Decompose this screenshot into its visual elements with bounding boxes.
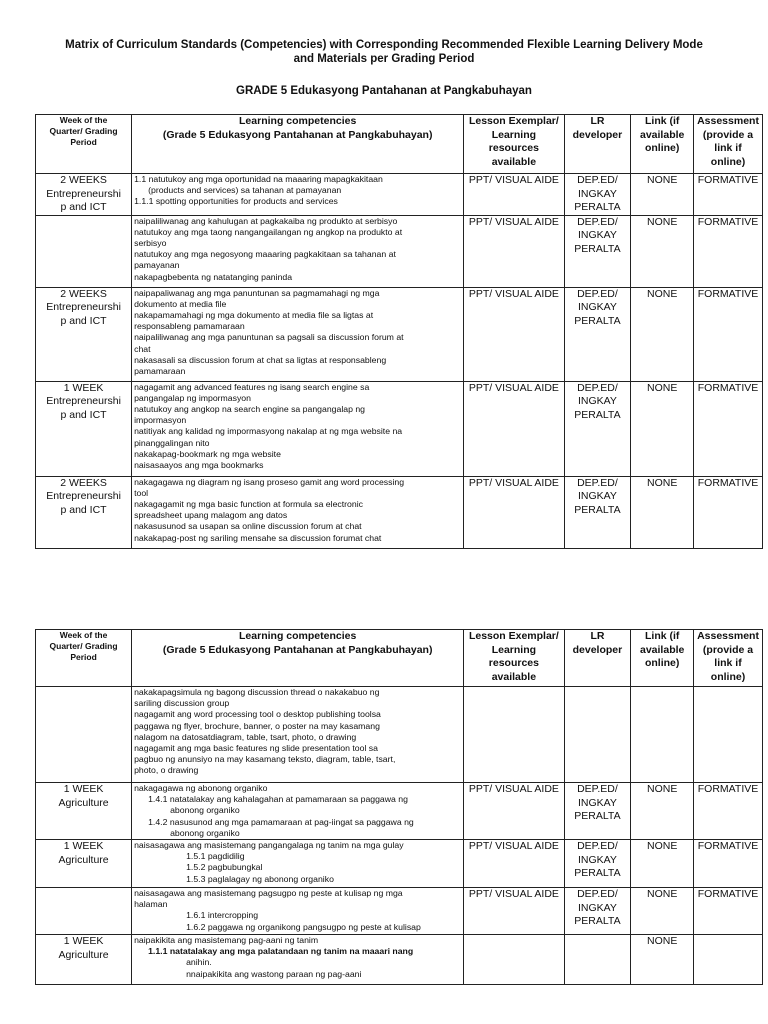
competency-line: nakasasali sa discussion forum at chat sa ligtas at responsableng xyxy=(134,354,387,365)
competency-line: 1.5.3 paglalagay ng abonong organiko xyxy=(186,873,334,884)
competency-line: spreadsheet upang malagom ang datos xyxy=(134,510,288,521)
competency-line: 1.1 natutukoy ang mga oportunidad na maaaring mapagkakitaan xyxy=(134,174,383,184)
header-label-line: developer xyxy=(572,128,623,141)
link-cell xyxy=(631,687,694,783)
header-label-line: LR xyxy=(590,115,605,127)
header-label-line: Quarter/ Grading xyxy=(49,641,118,651)
week-cell xyxy=(36,287,132,381)
week-cell xyxy=(36,215,132,287)
assessment-text: FORMATIVE xyxy=(697,215,759,228)
exemplar-text: PPT/ VISUAL AIDE xyxy=(468,287,559,300)
week-text: 1 WEEK xyxy=(63,381,104,394)
header-label-line: Link (if xyxy=(644,630,680,642)
exemplar-cell xyxy=(464,476,564,548)
exemplar-text: PPT/ VISUAL AIDE xyxy=(468,888,559,901)
link-text: NONE xyxy=(647,381,678,394)
competency-line: tool xyxy=(134,487,149,498)
week-cell xyxy=(36,783,132,840)
header-label-line: resources xyxy=(488,142,539,154)
week-cell xyxy=(36,888,132,935)
week-column-header xyxy=(36,115,132,174)
document-title-line2: and Materials per Grading Period xyxy=(293,53,475,65)
competency-line: chat xyxy=(134,343,151,354)
lr-developer-cell xyxy=(564,888,631,935)
competency-line: naisasagawa ang masistemang pangangalaga ng tanim na mga gulay xyxy=(134,840,404,851)
competency-line: pamamaraan xyxy=(134,365,186,376)
lr-developer-text: INGKAY xyxy=(577,490,617,502)
lr-developer-column-header xyxy=(564,630,631,687)
competency-line: abonong organiko xyxy=(170,827,240,838)
table-row xyxy=(36,840,763,888)
header-label-line: Quarter/ Grading xyxy=(49,126,118,136)
lr-developer-text: INGKAY xyxy=(577,901,617,914)
exemplar-text: PPT/ VISUAL AIDE xyxy=(468,215,559,228)
exemplar-cell xyxy=(464,840,564,888)
competency-line: naisasaayos ang mga bookmarks xyxy=(134,459,264,470)
subject-title: GRADE 5 Edukasyong Pantahanan at Pangkabuhayan xyxy=(236,85,532,97)
header-label-line: Week of the xyxy=(59,115,108,125)
assessment-column-header xyxy=(694,115,763,174)
week-text: Entrepreneurshi xyxy=(46,187,121,200)
week-cell xyxy=(36,935,132,985)
competencies-cell xyxy=(132,840,464,888)
header-label-line: developer xyxy=(572,643,623,656)
competency-line: 1.5.2 pagbubungkal xyxy=(186,862,263,873)
header-label-line: Learning competencies xyxy=(239,630,357,642)
lr-developer-text: PERALTA xyxy=(574,915,621,928)
assessment-text: FORMATIVE xyxy=(697,476,759,489)
table-row xyxy=(36,687,763,783)
table-row xyxy=(36,935,763,985)
week-text: Entrepreneurshi xyxy=(46,301,121,313)
competency-line: abonong organiko xyxy=(170,805,240,816)
assessment-text: FORMATIVE xyxy=(697,888,759,901)
lr-developer-cell xyxy=(564,476,631,548)
exemplar-text: PPT/ VISUAL AIDE xyxy=(468,783,559,795)
week-text: 2 WEEKS xyxy=(60,174,107,186)
lr-developer-text: PERALTA xyxy=(574,408,621,421)
lr-developer-text: DEP.ED/ xyxy=(577,381,618,394)
competency-line: nakasusunod sa usapan sa online discussion forum at chat xyxy=(134,521,362,532)
competency-line: 1.5.1 pagdidilig xyxy=(186,851,245,862)
competencies-cell xyxy=(132,888,464,935)
link-column-header xyxy=(631,630,694,687)
header-label-line: link if xyxy=(714,142,742,154)
lr-developer-cell xyxy=(564,174,631,216)
competency-line: nakagagawa ng diagram ng isang proseso gamit ang word processing xyxy=(134,476,405,487)
assessment-column-header xyxy=(694,630,763,687)
competency-line: natutukoy ang angkop na search engine sa pangangalap ng xyxy=(134,403,365,414)
lr-developer-text: DEP.ED/ xyxy=(577,840,618,853)
header-label-line: online) xyxy=(644,657,680,669)
competency-line: nnaipakikita ang wastong paraan ng pag-aani xyxy=(186,968,362,979)
exemplar-cell xyxy=(464,174,564,216)
lr-developer-cell xyxy=(564,287,631,381)
lr-developer-cell xyxy=(564,381,631,476)
table-body xyxy=(36,174,763,549)
lr-developer-text: PERALTA xyxy=(574,867,621,880)
week-text: 1 WEEK xyxy=(63,935,104,948)
week-cell xyxy=(36,476,132,548)
competency-matrix-table-1 xyxy=(35,114,763,549)
exemplar-column-header xyxy=(464,115,564,174)
competency-line: nakakapag-post ng sariling mensahe sa discussion forumat chat xyxy=(134,532,382,543)
lr-developer-text: INGKAY xyxy=(577,187,617,200)
link-cell xyxy=(631,287,694,381)
exemplar-text: PPT/ VISUAL AIDE xyxy=(468,476,559,489)
link-text: NONE xyxy=(647,888,678,901)
lr-developer-text: INGKAY xyxy=(577,301,617,313)
week-text: 2 WEEKS xyxy=(60,476,107,489)
assessment-cell xyxy=(694,783,763,840)
exemplar-text: PPT/ VISUAL AIDE xyxy=(468,840,559,853)
assessment-text: FORMATIVE xyxy=(697,174,759,186)
competencies-cell xyxy=(132,381,464,476)
table-header-row xyxy=(36,630,763,687)
competencies-column-header xyxy=(132,630,464,687)
week-cell xyxy=(36,174,132,216)
table-row xyxy=(36,287,763,381)
table-row xyxy=(36,174,763,216)
exemplar-text: PPT/ VISUAL AIDE xyxy=(468,381,559,394)
competency-line: nagagamit ang advanced features ng isang search engine sa xyxy=(134,381,370,392)
exemplar-cell xyxy=(464,935,564,985)
competency-line: sariling discussion group xyxy=(134,698,230,709)
competency-line: nakapagbebenta ng natatanging paninda xyxy=(134,271,293,282)
header-label-line: Learning xyxy=(491,128,537,141)
lr-developer-cell xyxy=(564,935,631,985)
competencies-cell xyxy=(132,687,464,783)
assessment-cell xyxy=(694,381,763,476)
competency-line: nakapamamahagi ng mga dokumento at media file sa ligtas at xyxy=(134,309,374,320)
table-row xyxy=(36,215,763,287)
lr-developer-text: INGKAY xyxy=(577,853,617,866)
lr-developer-text: PERALTA xyxy=(574,201,621,213)
link-cell xyxy=(631,174,694,216)
header-label-line: Week of the xyxy=(59,630,108,640)
lr-developer-text: PERALTA xyxy=(574,503,621,516)
exemplar-cell xyxy=(464,381,564,476)
week-text: 2 WEEKS xyxy=(60,287,107,300)
competency-line: pangangalap ng impormasyon xyxy=(134,392,251,403)
header-label-line: (provide a xyxy=(702,643,754,656)
link-text: NONE xyxy=(647,174,678,186)
header-label-line: (provide a xyxy=(702,128,754,141)
week-text: p and ICT xyxy=(60,201,107,213)
competency-line: 1.4.1 natatalakay ang kahalagahan at pamamaraan sa paggawa ng xyxy=(148,794,408,805)
lr-developer-cell xyxy=(564,687,631,783)
competency-line: pamayanan xyxy=(134,260,180,271)
week-text: p and ICT xyxy=(60,408,107,421)
competency-line: nakagagawa ng abonong organiko xyxy=(134,783,268,793)
header-label-line: Period xyxy=(70,137,97,147)
link-text: NONE xyxy=(647,215,678,228)
competencies-cell xyxy=(132,783,464,840)
competency-line: paggawa ng flyer, brochure, banner, o poster na may kasamang xyxy=(134,720,380,731)
assessment-cell xyxy=(694,287,763,381)
header-label-line: Period xyxy=(70,652,97,662)
link-cell xyxy=(631,783,694,840)
competency-line: nagagamit ang mga basic features ng slide presentation tool sa xyxy=(134,743,378,754)
header-label-line: Lesson Exemplar/ xyxy=(468,115,559,127)
exemplar-text: PPT/ VISUAL AIDE xyxy=(468,174,559,186)
header-label-line: Assessment xyxy=(697,630,759,642)
competency-matrix-table-2 xyxy=(35,629,763,985)
competency-line: responsableng pamamaraan xyxy=(134,321,245,332)
week-text: p and ICT xyxy=(60,314,107,327)
week-cell xyxy=(36,687,132,783)
exemplar-cell xyxy=(464,687,564,783)
header-label-line: online) xyxy=(644,142,680,154)
competencies-cell xyxy=(132,476,464,548)
header-label-line: LR xyxy=(590,630,605,642)
competency-line: 1.6.1 intercropping xyxy=(186,910,259,921)
table-row xyxy=(36,381,763,476)
competency-line: nakakapagsimula ng bagong discussion thread o nakakabuo ng xyxy=(134,687,380,697)
header-label-line: Link (if xyxy=(644,115,680,127)
header-label-line: Assessment xyxy=(697,115,759,127)
link-text: NONE xyxy=(647,287,678,300)
competencies-cell xyxy=(132,287,464,381)
header-label-line: (Grade 5 Edukasyong Pantahanan at Pangkabuhayan) xyxy=(162,643,433,656)
week-text: 1 WEEK xyxy=(63,840,104,853)
assessment-cell xyxy=(694,888,763,935)
assessment-text: FORMATIVE xyxy=(697,381,759,394)
competency-line: naipaliliwanag ang kahulugan at pagkakaiba ng produkto at serbisyo xyxy=(134,215,398,226)
header-label-line: available xyxy=(491,670,537,683)
competency-line: 1.4.2 nasusunod ang mga pamamaraan at pag-iingat sa paggawa ng xyxy=(148,816,414,827)
assessment-cell xyxy=(694,174,763,216)
assessment-cell xyxy=(694,476,763,548)
lr-developer-cell xyxy=(564,840,631,888)
competency-line: nagagamit ang word processing tool o desktop publishing toolsa xyxy=(134,709,381,720)
assessment-cell xyxy=(694,840,763,888)
header-label-line: resources xyxy=(488,657,539,669)
week-column-header xyxy=(36,630,132,687)
header-label-line: Lesson Exemplar/ xyxy=(468,630,559,642)
header-label-line: online) xyxy=(710,670,746,683)
document-title-line1: Matrix of Curriculum Standards (Competencies) with Corresponding Recommended Flexible Learning Delivery Mode xyxy=(65,39,703,51)
header-label-line: available xyxy=(640,128,685,141)
header-label-line: (Grade 5 Edukasyong Pantahanan at Pangkabuhayan) xyxy=(162,128,433,141)
lr-developer-text: DEP.ED/ xyxy=(577,215,618,228)
lr-developer-text: INGKAY xyxy=(577,229,617,241)
exemplar-column-header xyxy=(464,630,564,687)
table-row xyxy=(36,888,763,935)
lr-developer-text: PERALTA xyxy=(574,242,621,255)
competency-line: nalagom na datosatdiagram, table, tsart, photo, o drawing xyxy=(134,731,357,742)
competency-line: photo, o drawing xyxy=(134,765,199,776)
link-text: NONE xyxy=(647,783,678,795)
competencies-cell xyxy=(132,174,464,216)
competency-line: dokumento at media file xyxy=(134,298,227,309)
competency-line: natitiyak ang kalidad ng impormasyong nakalap at ng mga website na xyxy=(134,426,403,437)
week-text: Entrepreneurshi xyxy=(46,395,121,407)
week-text: p and ICT xyxy=(60,503,107,516)
week-text: 1 WEEK xyxy=(63,783,104,795)
exemplar-cell xyxy=(464,888,564,935)
competency-line: naisasagawa ang masistemang pagsugpo ng peste at kulisap ng mga xyxy=(134,888,403,899)
table-body xyxy=(36,687,763,985)
header-label-line: online) xyxy=(710,155,746,168)
link-cell xyxy=(631,888,694,935)
assessment-text: FORMATIVE xyxy=(697,840,759,853)
lr-developer-text: DEP.ED/ xyxy=(577,174,618,186)
header-label-line: available xyxy=(640,643,685,656)
competency-line: anihin. xyxy=(186,957,212,968)
assessment-cell xyxy=(694,935,763,985)
link-cell xyxy=(631,381,694,476)
assessment-cell xyxy=(694,687,763,783)
lr-developer-text: INGKAY xyxy=(577,395,617,407)
link-text: NONE xyxy=(647,476,678,489)
week-cell xyxy=(36,840,132,888)
competency-line: 1.1.1 spotting opportunities for products and services xyxy=(134,196,338,207)
competency-line: 1.1.1 natatalakay ang mga palatandaan ng tanim na maaari nang xyxy=(148,946,414,957)
table-row xyxy=(36,783,763,840)
lr-developer-column-header xyxy=(564,115,631,174)
competency-line: natutukoy ang mga negosyong maaaring pagkakitaan sa tahanan at xyxy=(134,249,396,260)
lr-developer-cell xyxy=(564,783,631,840)
competency-line: (products and services) sa tahanan at pamayanan xyxy=(148,185,342,196)
competency-line: nakagagamit ng mga basic function at formula sa electronic xyxy=(134,498,363,509)
lr-developer-text: DEP.ED/ xyxy=(577,888,618,901)
header-label-line: available xyxy=(491,155,537,168)
lr-developer-text: PERALTA xyxy=(574,810,621,822)
week-cell xyxy=(36,381,132,476)
lr-developer-text: DEP.ED/ xyxy=(577,476,618,489)
header-label-line: Learning xyxy=(491,643,537,656)
header-label-line: link if xyxy=(714,657,742,669)
link-cell xyxy=(631,215,694,287)
competency-line: halaman xyxy=(134,899,168,910)
assessment-text: FORMATIVE xyxy=(697,783,759,795)
table-header-row xyxy=(36,115,763,174)
exemplar-cell xyxy=(464,783,564,840)
competency-line: pinanggalingan nito xyxy=(134,437,210,448)
assessment-cell xyxy=(694,215,763,287)
table-row xyxy=(36,476,763,548)
competency-line: impormasyon xyxy=(134,415,187,426)
competency-line: naipakikita ang masistemang pag-aani ng tanim xyxy=(134,935,319,946)
link-column-header xyxy=(631,115,694,174)
competency-line: naipapaliwanag ang mga panuntunan sa pagmamahagi ng mga xyxy=(134,287,380,298)
exemplar-cell xyxy=(464,287,564,381)
header-label-line: Learning competencies xyxy=(239,115,357,127)
week-text: Agriculture xyxy=(58,796,109,809)
link-text: NONE xyxy=(647,935,678,948)
competency-line: pagbuo ng anunsiyo na may kasamang teksto, diagram, table, tsart, xyxy=(134,754,396,765)
lr-developer-text: DEP.ED/ xyxy=(577,783,618,795)
assessment-text: FORMATIVE xyxy=(697,287,759,300)
competency-line: serbisyo xyxy=(134,237,167,248)
lr-developer-text: INGKAY xyxy=(577,796,617,809)
competency-line: nakakapag-bookmark ng mga website xyxy=(134,448,281,459)
link-cell xyxy=(631,935,694,985)
competency-line: naipaliliwanag ang mga panuntunan sa pagsali sa discussion forum at xyxy=(134,332,404,343)
lr-developer-text: PERALTA xyxy=(574,314,621,327)
link-cell xyxy=(631,840,694,888)
competencies-column-header xyxy=(132,115,464,174)
link-text: NONE xyxy=(647,840,678,853)
week-text: Agriculture xyxy=(58,853,109,866)
week-text: Entrepreneurshi xyxy=(46,490,121,502)
link-cell xyxy=(631,476,694,548)
exemplar-cell xyxy=(464,215,564,287)
lr-developer-text: DEP.ED/ xyxy=(577,287,618,300)
competencies-cell xyxy=(132,215,464,287)
competency-line: 1.6.2 paggawa ng organikong pangsugpo ng peste at kulisap xyxy=(186,921,421,932)
competencies-cell xyxy=(132,935,464,985)
week-text: Agriculture xyxy=(58,948,109,961)
lr-developer-cell xyxy=(564,215,631,287)
competency-line: natutukoy ang mga taong nangangailangan ng angkop na produkto at xyxy=(134,226,403,237)
